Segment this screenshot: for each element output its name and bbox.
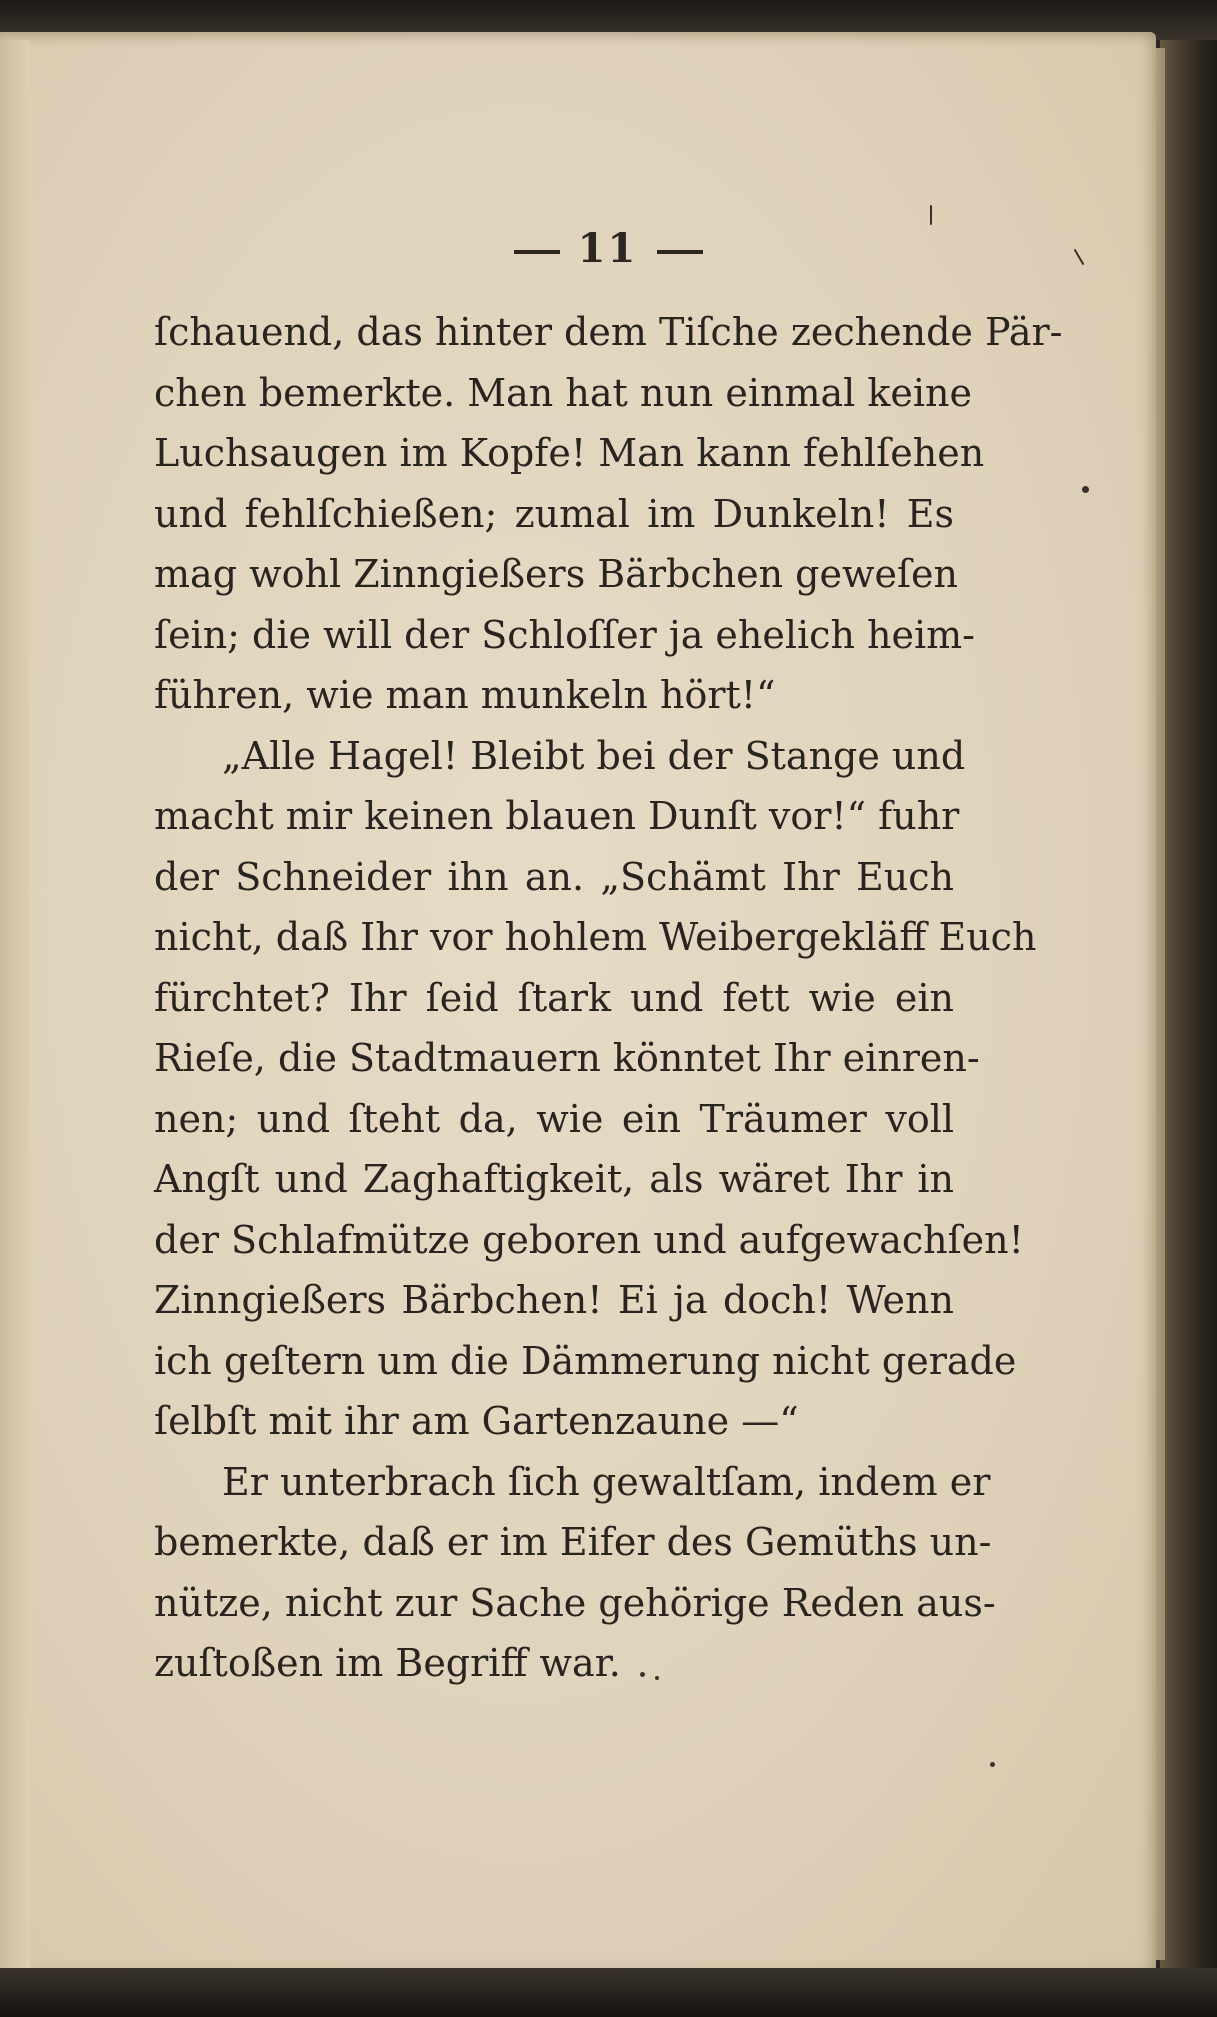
text-line: Rieſe, die Stadtmauern könntet Ihr einren-	[154, 1036, 980, 1080]
text-line: zuſtoßen im Begriff war.	[154, 1641, 621, 1685]
text-line: führen, wie man munkeln hört!“	[154, 673, 776, 717]
text-line: Zinngießers Bärbchen! Ei ja doch! Wenn	[154, 1278, 954, 1322]
text-line: mag wohl Zinngießers Bärbchen geweſen	[154, 552, 959, 596]
text-line: chen bemerkte. Man hat nun einmal keine	[154, 370, 973, 415]
text-line: der Schneider ihn an. „Schämt Ihr Euch	[154, 854, 954, 899]
text-line: und fehlſchießen; zumal im Dunkeln! Es	[154, 491, 954, 536]
scan-bottom-edge	[0, 1968, 1217, 2017]
text-line: „Alle Hagel! Bleibt bei der Stange und	[222, 733, 966, 778]
book-cover-edge	[1160, 40, 1217, 1970]
paper-speck	[990, 1762, 995, 1767]
paper-speck	[655, 1676, 659, 1680]
text-line: ich geſtern um die Dämmerung nicht gerade	[154, 1338, 1017, 1383]
text-line: nen; und ſteht da, wie ein Träumer voll	[154, 1096, 954, 1141]
text-line: bemerkte, daß er im Eifer des Gemüths un-	[154, 1520, 992, 1564]
text-line: ſelbſt mit ihr am Gartenzaune —“	[154, 1399, 799, 1443]
paper-speck	[640, 1672, 645, 1677]
body-text	[154, 302, 1063, 1694]
text-line: fürchtet? Ihr ſeid ſtark und fett wie ein	[154, 975, 954, 1020]
text-line: nicht, daß Ihr vor hohlem Weibergekläff Euch	[154, 915, 1037, 959]
text-line: ſein; die will der Schloſſer ja ehelich heim-	[154, 612, 976, 657]
page-gutter	[0, 40, 30, 1970]
paper-speck	[930, 205, 932, 225]
text-line: Er unterbrach ſich gewaltſam, indem er	[222, 1459, 991, 1504]
text-line: nütze, nicht zur Sache gehörige Reden aus-	[154, 1580, 996, 1625]
page-number: 11	[577, 225, 638, 272]
header-dash-left	[514, 250, 560, 254]
text-line: Angſt und Zaghaftigkeit, als wäret Ihr in	[154, 1157, 954, 1201]
text-line: ſchauend, das hinter dem Tiſche zechende Pär-	[154, 310, 1063, 354]
header-dash-right	[657, 250, 703, 254]
text-line: macht mir keinen blauen Dunſt vor!“ fuhr	[154, 794, 960, 838]
running-header	[0, 225, 1217, 272]
text-line: Luchsaugen im Kopfe! Man kann fehlſehen	[154, 431, 985, 475]
paper-speck	[1082, 486, 1089, 493]
text-line: der Schlafmütze geboren und aufgewachſen!	[154, 1217, 1024, 1262]
